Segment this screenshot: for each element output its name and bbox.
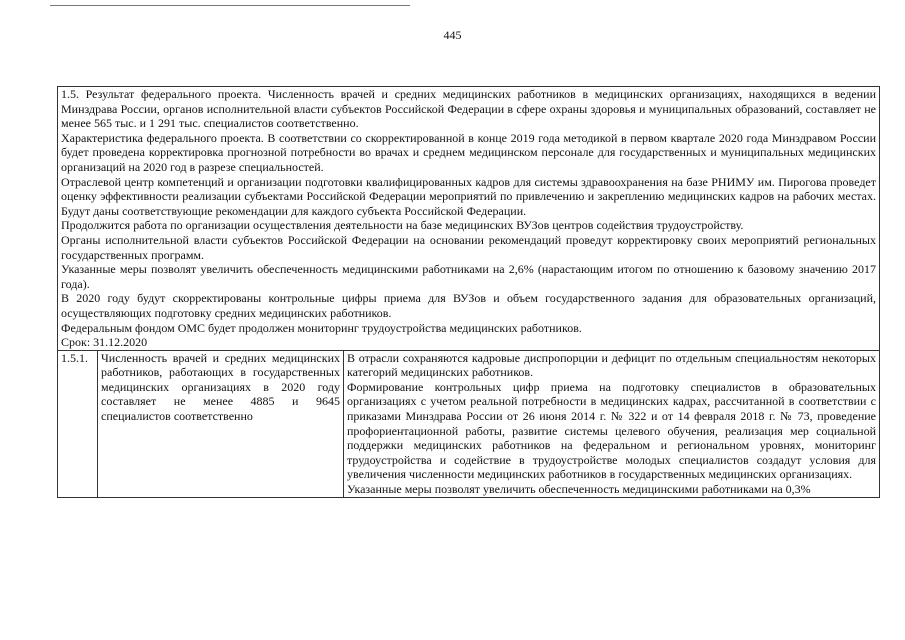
row-description-paragraph: Формирование контрольных цифр приема на подготовку специалистов в образовательных организациях с учетом реальной потребности в медицинских кадрах, рассчитанной в соответствии с приказами Минздрава России от 26 июня 2014 г. № 322 и от 14 февраля 2018 г. № 73, проведение профориентационной работы, развитие системы целевого обучения, реализация мер социальной поддержки медицинских работников на федеральном и региональном уровнях, мониторинг трудоустройства и содействие в трудоустройстве молодых специалистов создадут условия для увеличения численности медицинских работников в государственных медицинских организациях. [347,379,876,482]
section-paragraph: В 2020 году будут скорректированы контрольные цифры приема для ВУЗов и объем государственного задания для образовательных организаций, осуществляющих подготовку средних медицинских работников. [61,291,876,320]
table-row [58,350,880,497]
section-paragraph: Отраслевой центр компетенций и организации подготовки квалифицированных кадров для системы здравоохранения на базе РНИМУ им. Пирогова проведет оценку эффективности реализации субъектами Российской Федерации мероприятий по привлечению и закреплению медицинских кадров на рабочих местах. Будут даны соответствующие рекомендации для каждого субъекта Российской Федерации. [61,174,876,218]
row-description-cell [344,350,880,497]
section-paragraph: 1.5. Результат федерального проекта. Численность врачей и средних медицинских работников в медицинских организациях, находящихся в ведении Минздрава России, органов исполнительной власти субъектов Российской Федерации в сфере охраны здоровья и муниципальных образований, составляет не менее 565 тыс. и 1 291 тыс. специалистов соответственно. [61,87,876,131]
section-row [58,87,880,351]
section-paragraph: Продолжится работа по организации осуществления деятельности на базе медицинских ВУЗов центров содействия трудоустройству. [61,218,744,233]
section-paragraph: Органы исполнительной власти субъектов Российской Федерации на основании рекомендаций проведут корректировку своих мероприятий региональных государственных программ. [61,232,876,262]
row-description-paragraph: Указанные меры позволят увеличить обеспеченность медицинскими работниками на 0,3% [347,482,811,497]
page-number: 445 [443,28,462,42]
section-paragraph: Указанные меры позволят увеличить обеспеченность медицинскими работниками на 2,6% (нарастающим итогом по отношению к базовому значению 2017 года). [61,262,876,291]
row-number: 1.5.1. [58,350,98,497]
top-rule [50,5,410,6]
section-intro-cell [58,87,880,351]
section-paragraph: Характеристика федерального проекта. В соответствии со скорректированной в конце 2019 года методикой в первом квартале 2020 года Минздравом России будет проведена корректировка прогнозной потребности во врачах и среднем медицинском персонале для государственных и муниципальных медицинских организаций на 2020 год в разрезе специальностей. [61,130,876,174]
section-paragraph: Федеральным фондом ОМС будет продолжен мониторинг трудоустройства медицинских работников. [61,320,582,335]
row-indicator: Численность врачей и средних медицинских работников, работающих в государственных медицинских организациях в 2020 году составляет не менее 4885 и 9645 специалистов соответственно [98,350,344,497]
deadline-text: Срок: 31.12.2020 [61,335,148,350]
row-description-paragraph: В отрасли сохраняются кадровые диспропорции и дефицит по отдельным специальностям некоторых категорий медицинских работников. [347,350,876,380]
project-table [57,86,880,498]
